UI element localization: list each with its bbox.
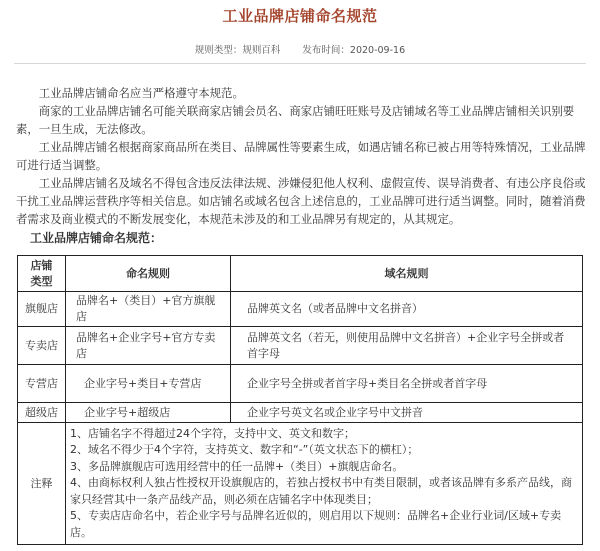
paragraph: 工业品牌店铺名及域名不得包含违反法律法规、涉嫌侵犯他人权利、虚假宣传、误导消费者、有违公序良俗或干扰工业品牌运营秩序等相关信息。如店铺名或域名包含上述信息的，工业品牌可进行适当调整。同时，随着消费者需求及商业模式的不断发展变化，本规范未涉及的和工业品牌另有规定的，从其规定。 <box>16 176 586 226</box>
cell-store-type: 专卖店 <box>18 327 66 365</box>
naming-rules-table <box>17 255 583 545</box>
cell-domain-rule: 企业字号英文名或企业字号中文拼音 <box>231 403 583 423</box>
paragraph: 商家的工业品牌店铺名可能关联商家店铺会员名、商家店铺旺旺账号及店铺域名等工业品牌店铺相关识别要素，一旦生成，无法修改。 <box>16 104 575 136</box>
paragraph: 工业品牌店铺名根据商家商品所在类目、品牌属性等要素生成，如遇店铺名称已被占用等特殊情况，工业品牌可进行适当调整。 <box>16 140 586 172</box>
title-divider <box>14 63 586 64</box>
notes-label: 注释 <box>18 423 66 545</box>
notes-cell <box>66 423 583 545</box>
publish-date-value: 2020-09-16 <box>349 45 406 56</box>
table-heading: 工业品牌店铺命名规范： <box>30 231 163 245</box>
cell-naming-rule: 品牌名+企业字号+官方专卖店 <box>66 327 231 365</box>
note-item: 5、专卖店店命名中，若企业字号与品牌名近似的，则启用以下规则：品牌名+企业行业词/区域+专卖店。 <box>70 509 562 539</box>
article-meta <box>0 42 600 56</box>
publish-date-label: 发布时间： <box>302 45 350 56</box>
cell-domain-rule: 企业字号全拼或者首字母+类目名全拼或者首字母 <box>231 365 583 403</box>
rule-type-value: 规则百科 <box>242 45 281 56</box>
cell-naming-rule: 品牌名+（类目）+官方旗舰店 <box>66 292 231 327</box>
table-row <box>18 327 583 365</box>
note-item: 2、域名不得少于4个字符，支持英文、数字和“-”（英文状态下的横杠）； <box>70 443 419 457</box>
cell-store-type: 旗舰店 <box>18 292 66 327</box>
note-item: 3、多品牌旗舰店可选用经营中的任一品牌+（类目）+旗舰店命名。 <box>70 459 404 473</box>
cell-store-type: 专营店 <box>18 365 66 403</box>
table-header-row <box>18 256 583 292</box>
header-naming-rule: 命名规则 <box>66 256 231 292</box>
table-row <box>18 292 583 327</box>
header-domain-rule: 域名规则 <box>231 256 583 292</box>
article-title: 工业品牌店铺命名规范 <box>222 7 378 25</box>
note-item: 4、由商标权利人独占性授权开设旗舰店的，若独占授权书中有类目限制，或者该品牌有多系产品线，商家只经营其中一条产品线产品，则必须在店铺名字中体现类目； <box>70 476 572 506</box>
table-row <box>18 403 583 423</box>
cell-store-type: 超级店 <box>18 403 66 423</box>
cell-naming-rule: 企业字号+类目+专营店 <box>66 365 231 403</box>
table-row <box>18 365 583 403</box>
rule-type-label: 规则类型： <box>194 45 243 56</box>
note-item: 1、店铺名字不得超过24个字符，支持中文、英文和数字； <box>70 426 355 440</box>
cell-domain-rule: 品牌英文名（若无，则使用品牌中文名拼音）+企业字号全拼或者首字母 <box>231 327 583 365</box>
table-notes-row <box>18 423 583 545</box>
paragraph: 工业品牌店铺命名应当严格遵守本规范。 <box>38 86 244 100</box>
cell-domain-rule: 品牌英文名（或者品牌中文名拼音） <box>231 292 583 327</box>
article-body <box>16 84 588 247</box>
cell-naming-rule: 企业字号+超级店 <box>66 403 231 423</box>
header-store-type: 店铺类型 <box>18 256 66 292</box>
